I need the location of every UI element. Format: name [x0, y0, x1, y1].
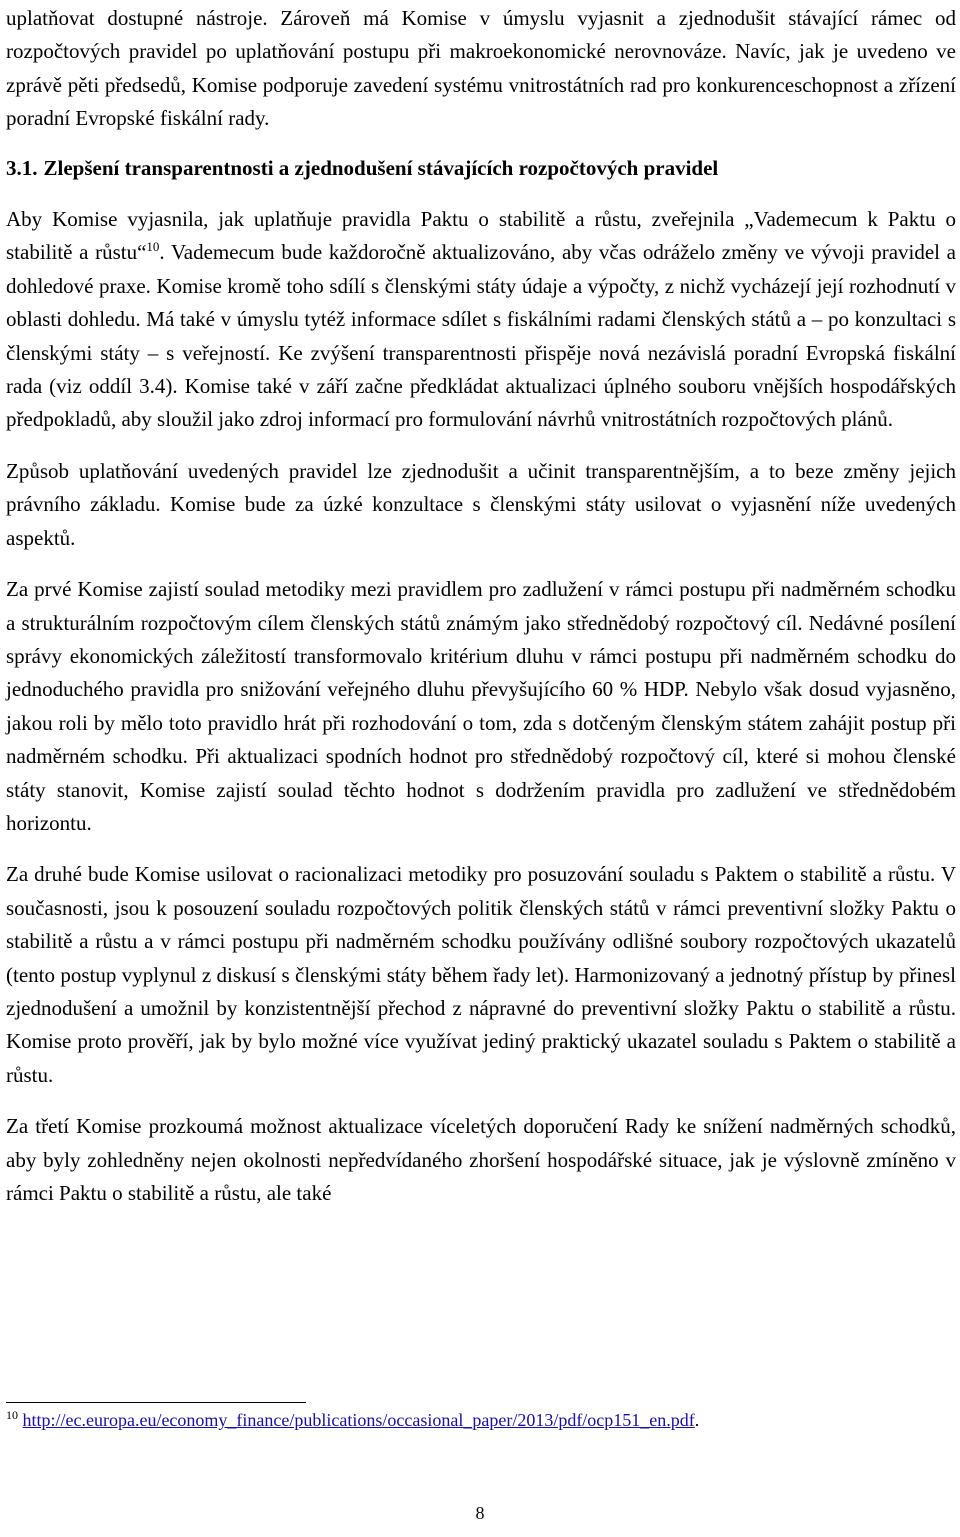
intro-paragraph: uplatňovat dostupné nástroje. Zároveň má Komise v úmyslu vyjasnit a zjednodušit stávající rámec od rozpočtových pravidel po uplatňování postupu při makroekonomické nerovnováze. Navíc, jak je uvedeno ve zprávě pěti předsedů, Komise podporuje zavedení systému vnitrostátních rad pro konkurenceschopnost a zřízení poradní Evropské fiskální rady. [6, 6, 956, 131]
footnote-separator [6, 1402, 306, 1403]
page-number: 8 [475, 1503, 485, 1523]
section-heading [6, 152, 956, 185]
paragraph-vademecum-text-after: . Vademecum bude každoročně aktualizováno, aby včas odráželo změny ve vývoji pravidel a dohledové praxe. Komise kromě toho sdílí s členskými státy údaje a výpočty, z nichž vycházejí její rozhodnutí v oblasti dohledu. Má také v úmyslu tytéž informace sdílet s fiskálními radami členských států a – po konzultaci s členskými státy – s veřejností. Ke zvýšení transparentnosti přispěje nová nezávislá poradní Evropská fiskální rada (viz oddíl 3.4). Komise také v září začne předkládat aktualizaci úplného souboru vnějších hospodářských předpokladů, aby sloužil jako zdroj informací pro formulování návrhů vnitrostátních rozpočtových plánů. [6, 240, 956, 432]
footnote-number: 10 [6, 1408, 18, 1422]
paragraph-simplification: Způsob uplatňování uvedených pravidel lze zjednodušit a učinit transparentnějším, a to beze změny jejich právního základu. Komise bude za úzké konzultace s členskými státy usilovat o vyjasnění níže uvedených aspektů. [6, 458, 956, 550]
footnote-link[interactable]: http://ec.europa.eu/economy_finance/publications/occasional_paper/2013/pdf/ocp151_en.pdf [22, 1410, 695, 1430]
document-page [6, 0, 956, 1210]
paragraph-third-point: Za třetí Komise prozkoumá možnost aktualizace víceletých doporučení Rady ke snížení nadměrných schodků, aby byly zohledněny nejen okolnosti nepředvídaného zhoršení hospodářské situace, jak je výslovně zmíněno v rámci Paktu o stabilitě a růstu, ale také [6, 1114, 956, 1205]
footnote-trail: . [694, 1410, 700, 1430]
footnote [6, 1408, 699, 1432]
footnote-reference[interactable]: 10 [146, 239, 160, 255]
paragraph-vademecum-text-before: Aby Komise vyjasnila, jak uplatňuje pravidla Paktu o stabilitě a růstu, zveřejnila „Vademecum k Paktu o stabilitě a růstu“ [6, 207, 956, 265]
section-number: 3.1. [6, 155, 38, 180]
paragraph-first-point: Za prvé Komise zajistí soulad metodiky mezi pravidlem pro zadlužení v rámci postupu při nadměrném schodku a strukturálním rozpočtovým cílem členských států známým jako střednědobý rozpočtový cíl. Nedávné posílení správy ekonomických záležitostí transformovalo kritérium dluhu v rámci postupu při nadměrném schodku do jednoduchého pravidla pro snižování veřejného dluhu převyšujícího 60 % HDP. Nebylo však dosud vyjasněno, jakou roli by mělo toto pravidlo hrát při rozhodování o tom, zda s dotčeným členským státem zahájit postup při nadměrném schodku. Při aktualizaci spodních hodnot pro střednědobý rozpočtový cíl, které si mohou členské státy stanovit, Komise zajistí soulad těchto hodnot s dodržením pravidla pro zadlužení ve střednědobém horizontu. [6, 577, 956, 835]
paragraph-second-point: Za druhé bude Komise usilovat o racionalizaci metodiky pro posuzování souladu s Paktem o stabilitě a růstu. V současnosti, jsou k posouzení souladu rozpočtových politik členských států v rámci preventivní složky Paktu o stabilitě a růstu a v rámci postupu při nadměrném schodku používány odlišné soubory rozpočtových ukazatelů (tento postup vyplynul z diskusí s členskými státy během řady let). Harmonizovaný a jednotný přístup by přinesl zjednodušení a umožnil by konzistentnější přechod z nápravné do preventivní složky Paktu o stabilitě a růstu. Komise proto prověří, jak by bylo možné více využívat jediný praktický ukazatel souladu s Paktem o stabilitě a růstu. [6, 862, 956, 1087]
section-title: Zlepšení transparentnosti a zjednodušení stávajících rozpočtových pravidel [43, 155, 719, 180]
paragraph-vademecum [6, 203, 956, 437]
